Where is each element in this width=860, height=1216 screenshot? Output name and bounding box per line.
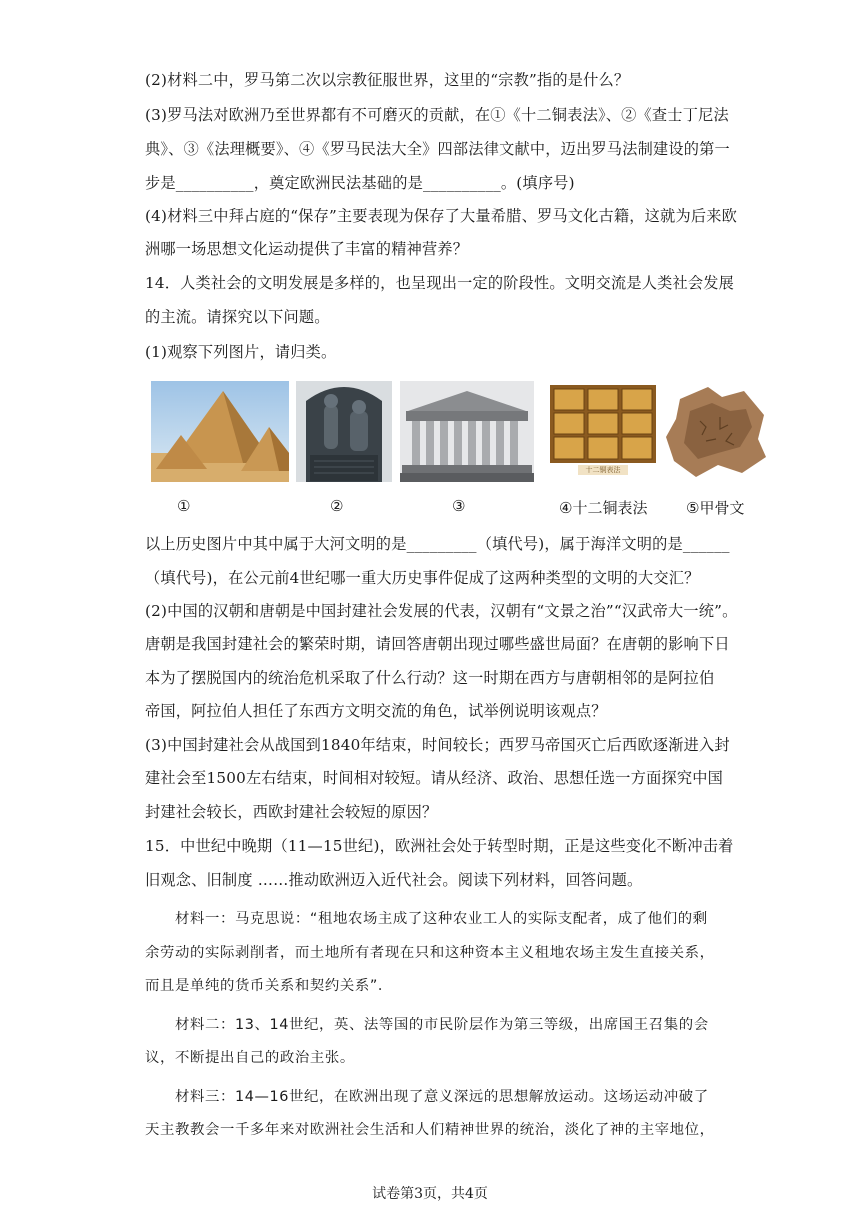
hammurabi-stele-image [296,381,392,482]
text-line: 本为了摆脱国内的统治危机采取了什么行动？这一时期在西方与唐朝相邻的是阿拉伯 [145,669,715,687]
text-line: (2)材料二中，罗马第二次以宗教征服世界，这里的“宗教”指的是什么？ [145,71,630,89]
page-footer: 试卷第3页，共4页 [372,1186,488,1202]
image-caption-1: ① [177,497,191,515]
material-line: 而且是单纯的货币关系和契约关系”． [145,978,393,994]
image-caption-2: ② [330,497,344,515]
image-caption-4: ④十二铜表法 [559,499,648,517]
material-line: 天主教教会一千多年来对欧洲社会生活和人们精神世界的统治，淡化了神的主宰地位， [145,1122,715,1138]
twelve-tables-image [548,381,658,482]
image-caption-5: ⑤甲骨文 [686,499,745,517]
text-line: (3)罗马法对欧洲乃至世界都有不可磨灭的贡献，在①《十二铜表法》、②《查士丁尼法 [145,106,729,124]
text-line: 封建社会较长，西欧封建社会较短的原因？ [145,803,438,821]
oracle-bone-image [660,381,768,482]
text-line: 典》、③《法理概要》、④《罗马民法大全》四部法律文献中，迈出罗马法制建设的第一 [145,140,730,158]
parthenon-image [400,381,534,482]
text-line: (3)中国封建社会从战国到1840年结束，时间较长；西罗马帝国灭亡后西欧逐渐进入封 [145,736,730,754]
question-14: 14．人类社会的文明发展是多样的，也呈现出一定的阶段性。文明交流是人类社会发展 [145,274,735,292]
text-line: 洲哪一场思想文化运动提供了丰富的精神营养？ [145,240,469,258]
text-line: 旧观念、旧制度 ……推动欧洲迈入近代社会。阅读下列材料，回答问题。 [145,871,643,889]
text-line: (2)中国的汉朝和唐朝是中国封建社会发展的代表，汉朝有“文景之治”“汉武帝大一统”。 [145,602,738,620]
material-line: 材料一：马克思说：“租地农场主成了这种农业工人的实际支配者，成了他们的剩 [175,911,708,927]
material-line: 材料三：14—16世纪，在欧洲出现了意义深远的思想解放运动。这场运动冲破了 [175,1089,709,1105]
material-line: 材料二：13、14世纪，英、法等国的市民阶层作为第三等级，出席国王召集的会 [175,1017,709,1033]
text-line: 帝国，阿拉伯人担任了东西方文明交流的角色，试举例说明该观点？ [145,702,607,720]
text-line: 唐朝是我国封建社会的繁荣时期，请回答唐朝出现过哪些盛世局面？在唐朝的影响下日 [145,635,730,653]
material-line: 议，不断提出自己的政治主张。 [145,1050,355,1066]
text-line: (4)材料三中拜占庭的“保存”主要表现为保存了大量希腊、罗马文化古籍，这就为后来欧 [145,207,737,225]
text-line: 的主流。请探究以下问题。 [145,308,330,326]
text-line: 以上历史图片中其中属于大河文明的是_________（填代号)，属于海洋文明的是______ [145,535,730,553]
image-caption-3: ③ [452,497,466,515]
question-15: 15．中世纪中晚期（11—15世纪)，欧洲社会处于转型时期，正是这些变化不断冲击着 [145,837,734,855]
pyramids-image [151,381,289,482]
material-line: 余劳动的实际剥削者，而土地所有者现在只和这种资本主义租地农场主发生直接关系， [145,945,715,961]
text-line: (1)观察下列图片，请归类。 [145,343,337,361]
text-line: 步是__________，奠定欧洲民法基础的是__________。(填序号) [145,174,575,192]
tablet-label: 十二铜表法 [585,466,621,474]
text-line: 建社会至1500左右结束，时间相对较短。请从经济、政治、思想任选一方面探究中国 [145,769,724,787]
text-line: （填代号)，在公元前4世纪哪一重大历史事件促成了这两种类型的文明的大交汇？ [145,569,700,587]
